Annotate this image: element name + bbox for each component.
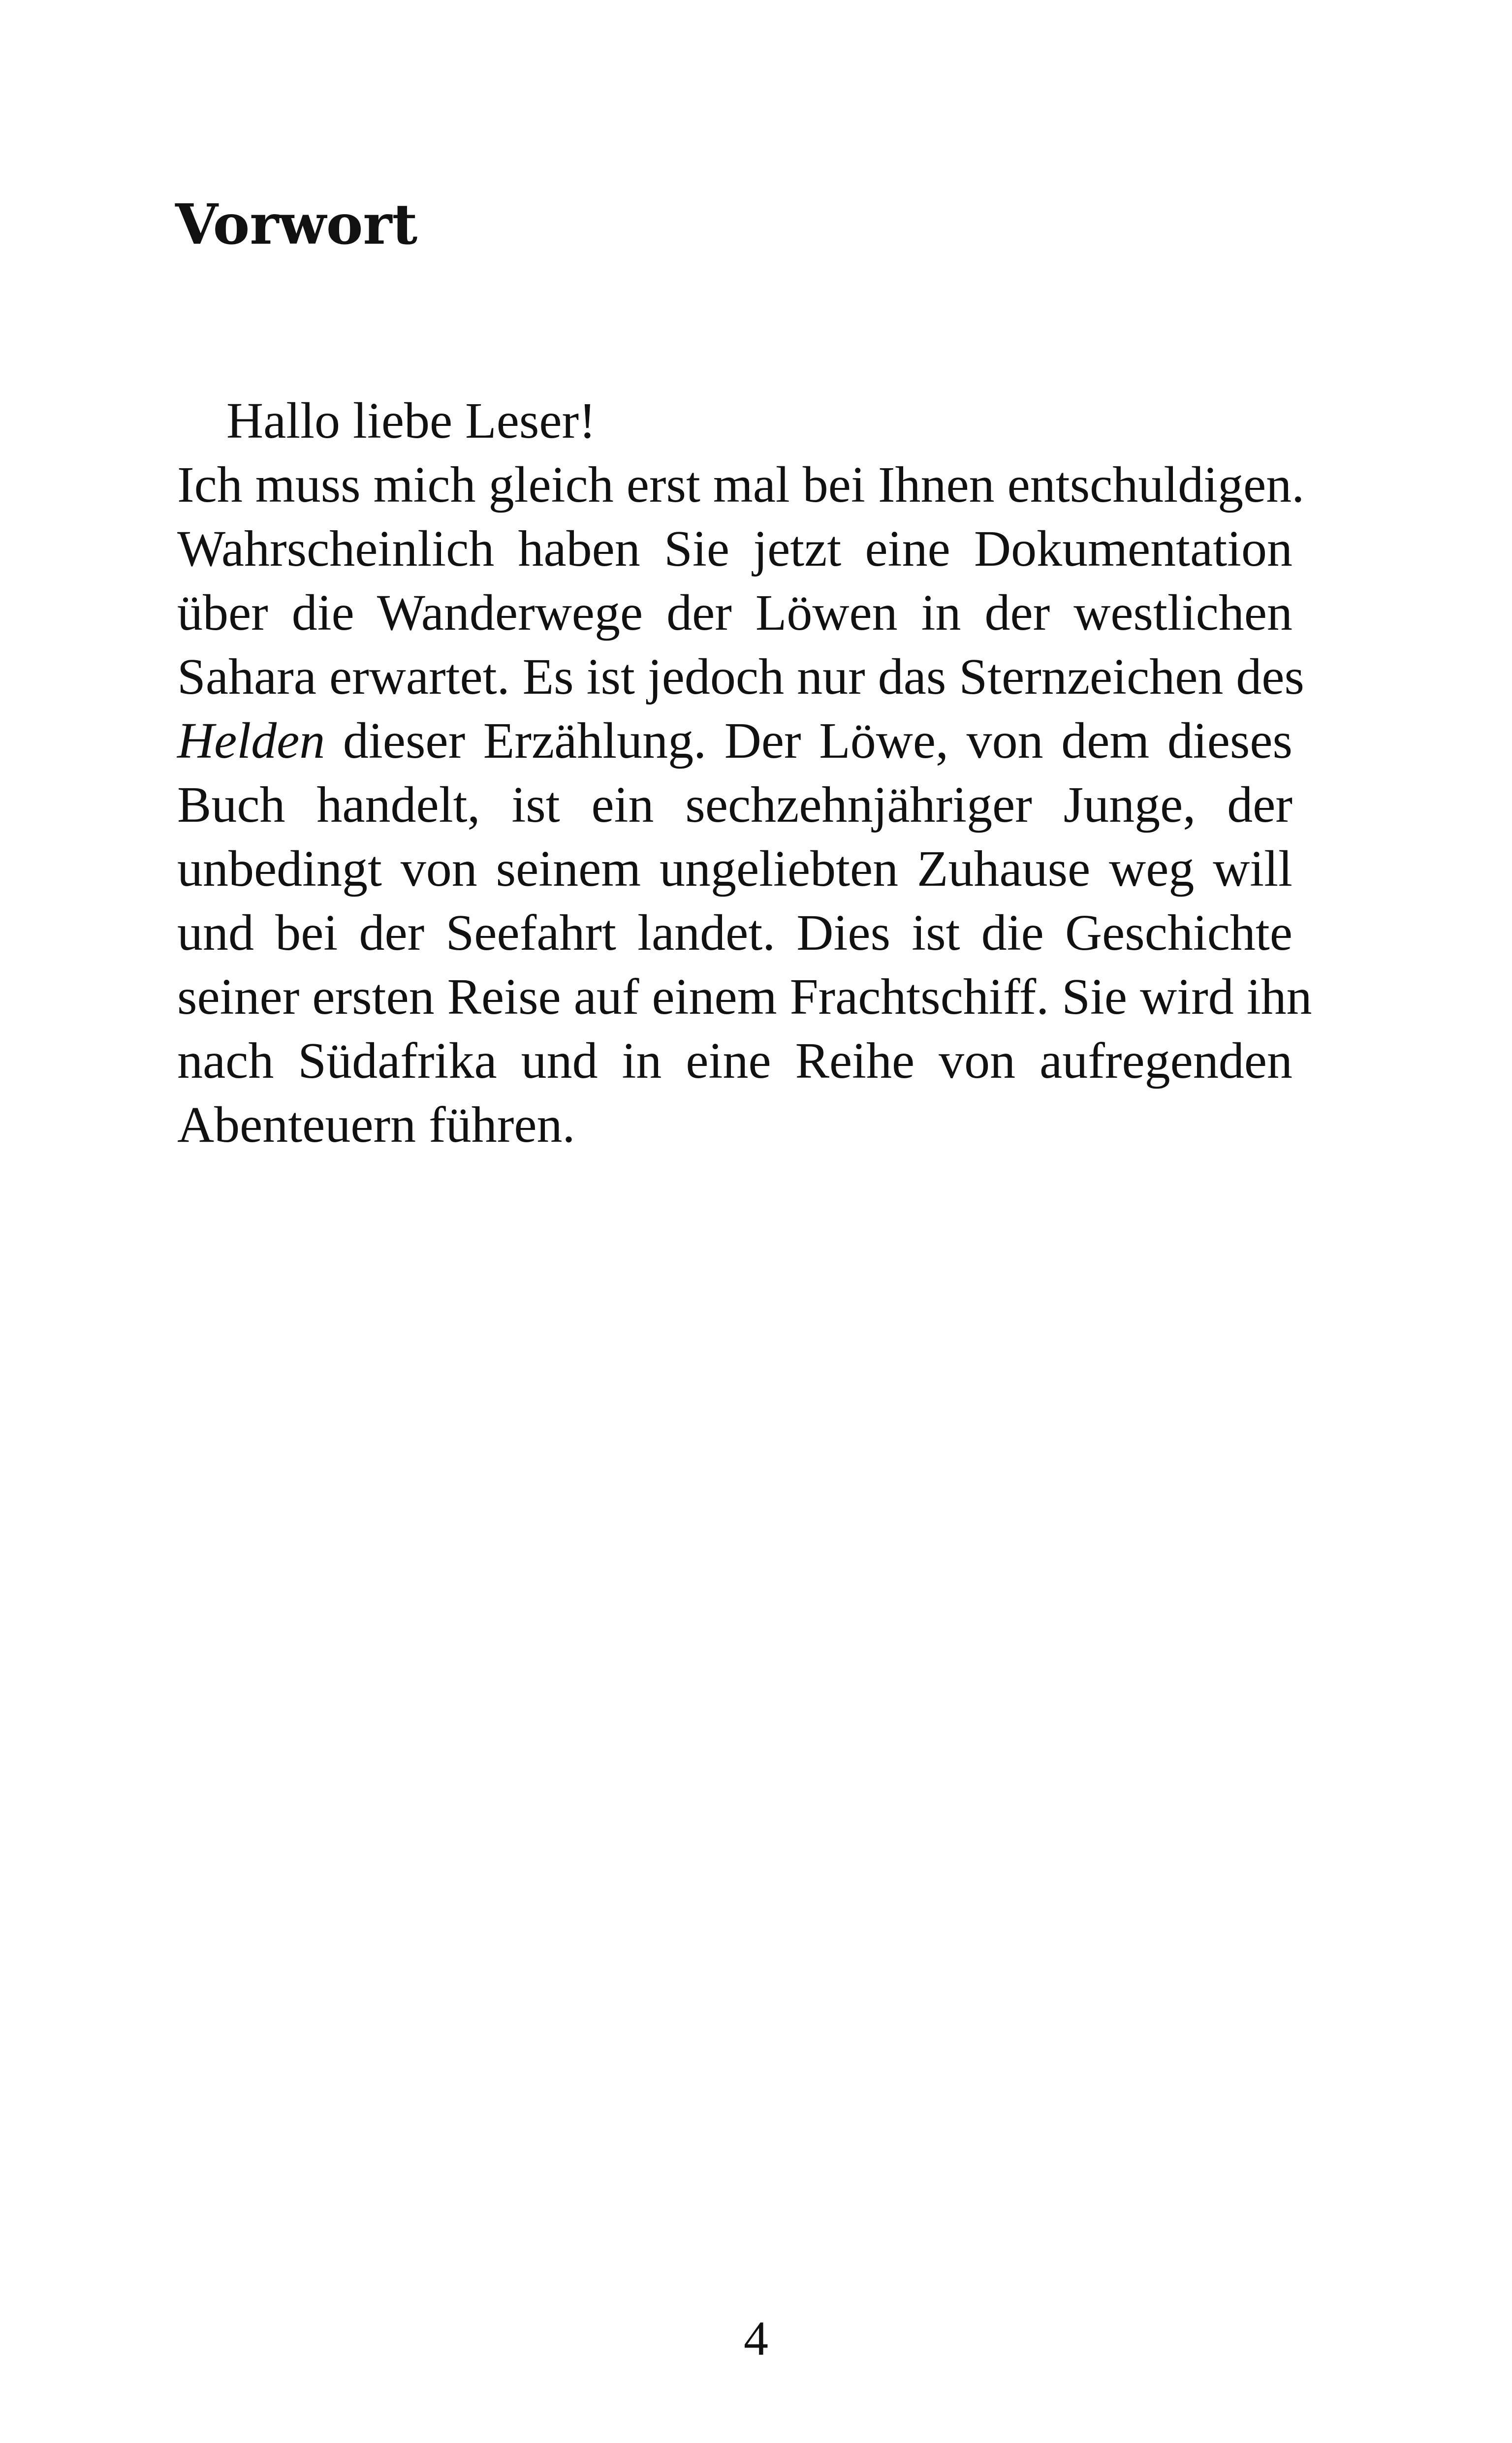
greeting-line: Hallo liebe Leser! [226,392,596,449]
text-line-with-italic [177,709,1292,773]
body-paragraph [177,389,1312,1157]
text-line: seiner ersten Reise auf einem Frachtschiff. Sie wird ihn [177,968,1312,1025]
text-line: Wahrscheinlich haben Sie jetzt eine Dokumentation [177,520,1292,577]
text-line: und bei der Seefahrt landet. Dies ist die Geschichte [177,904,1292,961]
text-line: unbedingt von seinem ungeliebten Zuhause weg will [177,840,1292,897]
text-line: nach Südafrika und in eine Reihe von aufregenden [177,1032,1292,1089]
page-number: 4 [744,2311,768,2366]
chapter-heading: Vorwort [175,193,418,257]
italic-word: Helden [177,712,325,769]
text-line: Ich muss mich gleich erst mal bei Ihnen entschuldigen. [177,456,1305,513]
text-line: über die Wanderwege der Löwen in der westlichen [177,584,1292,641]
text-line: Buch handelt, ist ein sechzehnjähriger Junge, der [177,776,1292,833]
text-line-remainder: dieser Erzählung. Der Löwe, von dem dieses [325,712,1292,769]
text-line-last: Abenteuern führen. [177,1096,575,1153]
text-line: Sahara erwartet. Es ist jedoch nur das Sternzeichen des [177,648,1305,705]
